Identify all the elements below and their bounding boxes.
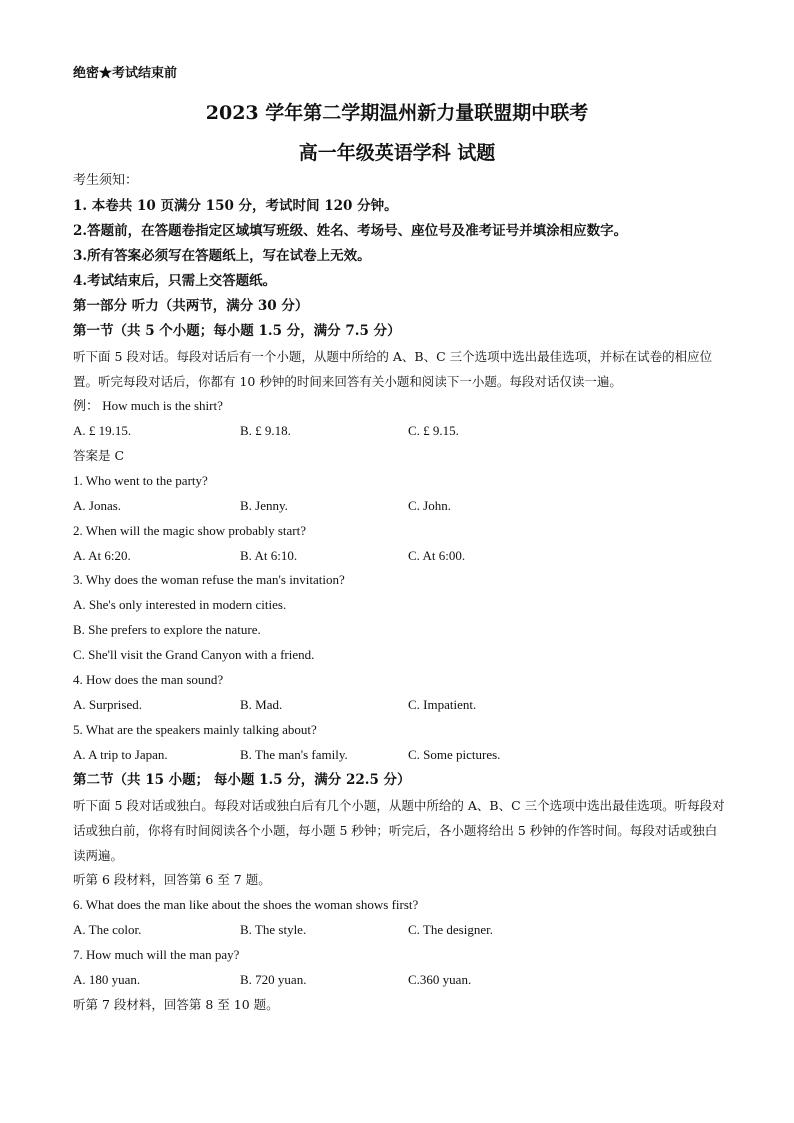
- question-4: 4. How does the man sound?: [73, 672, 224, 687]
- exam-subtitle: 高一年级英语学科 试题: [298, 142, 496, 164]
- q6-option-a: A. The color.: [73, 922, 142, 937]
- example-question: 例： How much is the shirt?: [73, 398, 223, 413]
- q5-option-c: C. Some pictures.: [408, 747, 501, 762]
- q5-option-b: B. The man's family.: [240, 747, 348, 762]
- exam-title: 2023 学年第二学期温州新力量联盟期中联考: [205, 102, 589, 124]
- note-item: 1. 本卷共 10 页满分 150 分，考试时间 120 分钟。: [73, 198, 398, 214]
- section2-heading: 第二节（共 15 小题； 每小题 1.5 分，满分 22.5 分）: [73, 772, 411, 788]
- q3-option-b: B. She prefers to explore the nature.: [73, 622, 261, 637]
- q7-option-c: C.360 yuan.: [408, 972, 472, 987]
- q2-option-b: B. At 6:10.: [240, 548, 298, 563]
- part1-heading: 第一部分 听力（共两节，满分 30 分）: [73, 298, 309, 314]
- section1-instructions: 听下面 5 段对话。每段对话后有一个小题，从题中所给的 A、B、C 三个选项中选出最佳选项，并标在试卷的相应位置。听完每段对话后，你都有 10 秒钟的时间来回答有关小题和阅读下一小题。每段对话仅读一遍。: [73, 349, 713, 389]
- q1-option-a: A. Jonas.: [73, 498, 122, 513]
- question-1: 1. Who went to the party?: [73, 473, 208, 488]
- example-option-c: C. £ 9.15.: [408, 423, 459, 438]
- example-option-b: B. £ 9.18.: [240, 423, 291, 438]
- note-item: 3.所有答案必须写在答题纸上，写在试卷上无效。: [73, 248, 371, 264]
- section2-instructions: 听下面 5 段对话或独白。每段对话或独白后有几个小题，从题中所给的 A、B、C 三个选项中选出最佳选项。听每段对话或独白前，你将有时间阅读各个小题，每小题 5 秒钟；听完后，各小题将给出 5 秒钟的作答时间。每段对话或独白读两遍。: [73, 798, 725, 863]
- q4-option-a: A. Surprised.: [73, 697, 142, 712]
- question-6: 6. What does the man like about the shoes the woman shows first?: [73, 897, 419, 912]
- question-7: 7. How much will the man pay?: [73, 947, 240, 962]
- q3-option-c: C. She'll visit the Grand Canyon with a friend.: [73, 647, 315, 662]
- q3-option-a: A. She's only interested in modern cities.: [73, 597, 287, 612]
- q4-option-b: B. Mad.: [240, 697, 283, 712]
- q6-option-c: C. The designer.: [408, 922, 493, 937]
- q4-option-c: C. Impatient.: [408, 697, 477, 712]
- confidential-label: 绝密★考试结束前: [73, 66, 178, 81]
- q1-option-b: B. Jenny.: [240, 498, 288, 513]
- q6-option-b: B. The style.: [240, 922, 307, 937]
- note-item: 2.答题前，在答题卷指定区域填写班级、姓名、考场号、座位号及准考证号并填涂相应数字。: [73, 223, 628, 239]
- notes-heading: 考生须知：: [73, 173, 139, 188]
- example-option-a: A. £ 19.15.: [73, 423, 132, 438]
- q7-option-a: A. 180 yuan.: [73, 972, 141, 987]
- material-7-note: 听第 7 段材料，回答第 8 至 10 题。: [73, 997, 279, 1012]
- note-item: 4.考试结束后，只需上交答题纸。: [73, 273, 277, 289]
- q1-option-c: C. John.: [408, 498, 451, 513]
- question-5: 5. What are the speakers mainly talking about?: [73, 722, 317, 737]
- q5-option-a: A. A trip to Japan.: [73, 747, 168, 762]
- question-3: 3. Why does the woman refuse the man's invitation?: [73, 572, 345, 587]
- q2-option-c: C. At 6:00.: [408, 548, 466, 563]
- section1-heading: 第一节（共 5 个小题；每小题 1.5 分，满分 7.5 分）: [73, 323, 401, 339]
- q7-option-b: B. 720 yuan.: [240, 972, 307, 987]
- material-6-note: 听第 6 段材料，回答第 6 至 7 题。: [73, 872, 271, 887]
- q2-option-a: A. At 6:20.: [73, 548, 131, 563]
- example-answer: 答案是 C: [73, 448, 125, 463]
- question-2: 2. When will the magic show probably start?: [73, 523, 306, 538]
